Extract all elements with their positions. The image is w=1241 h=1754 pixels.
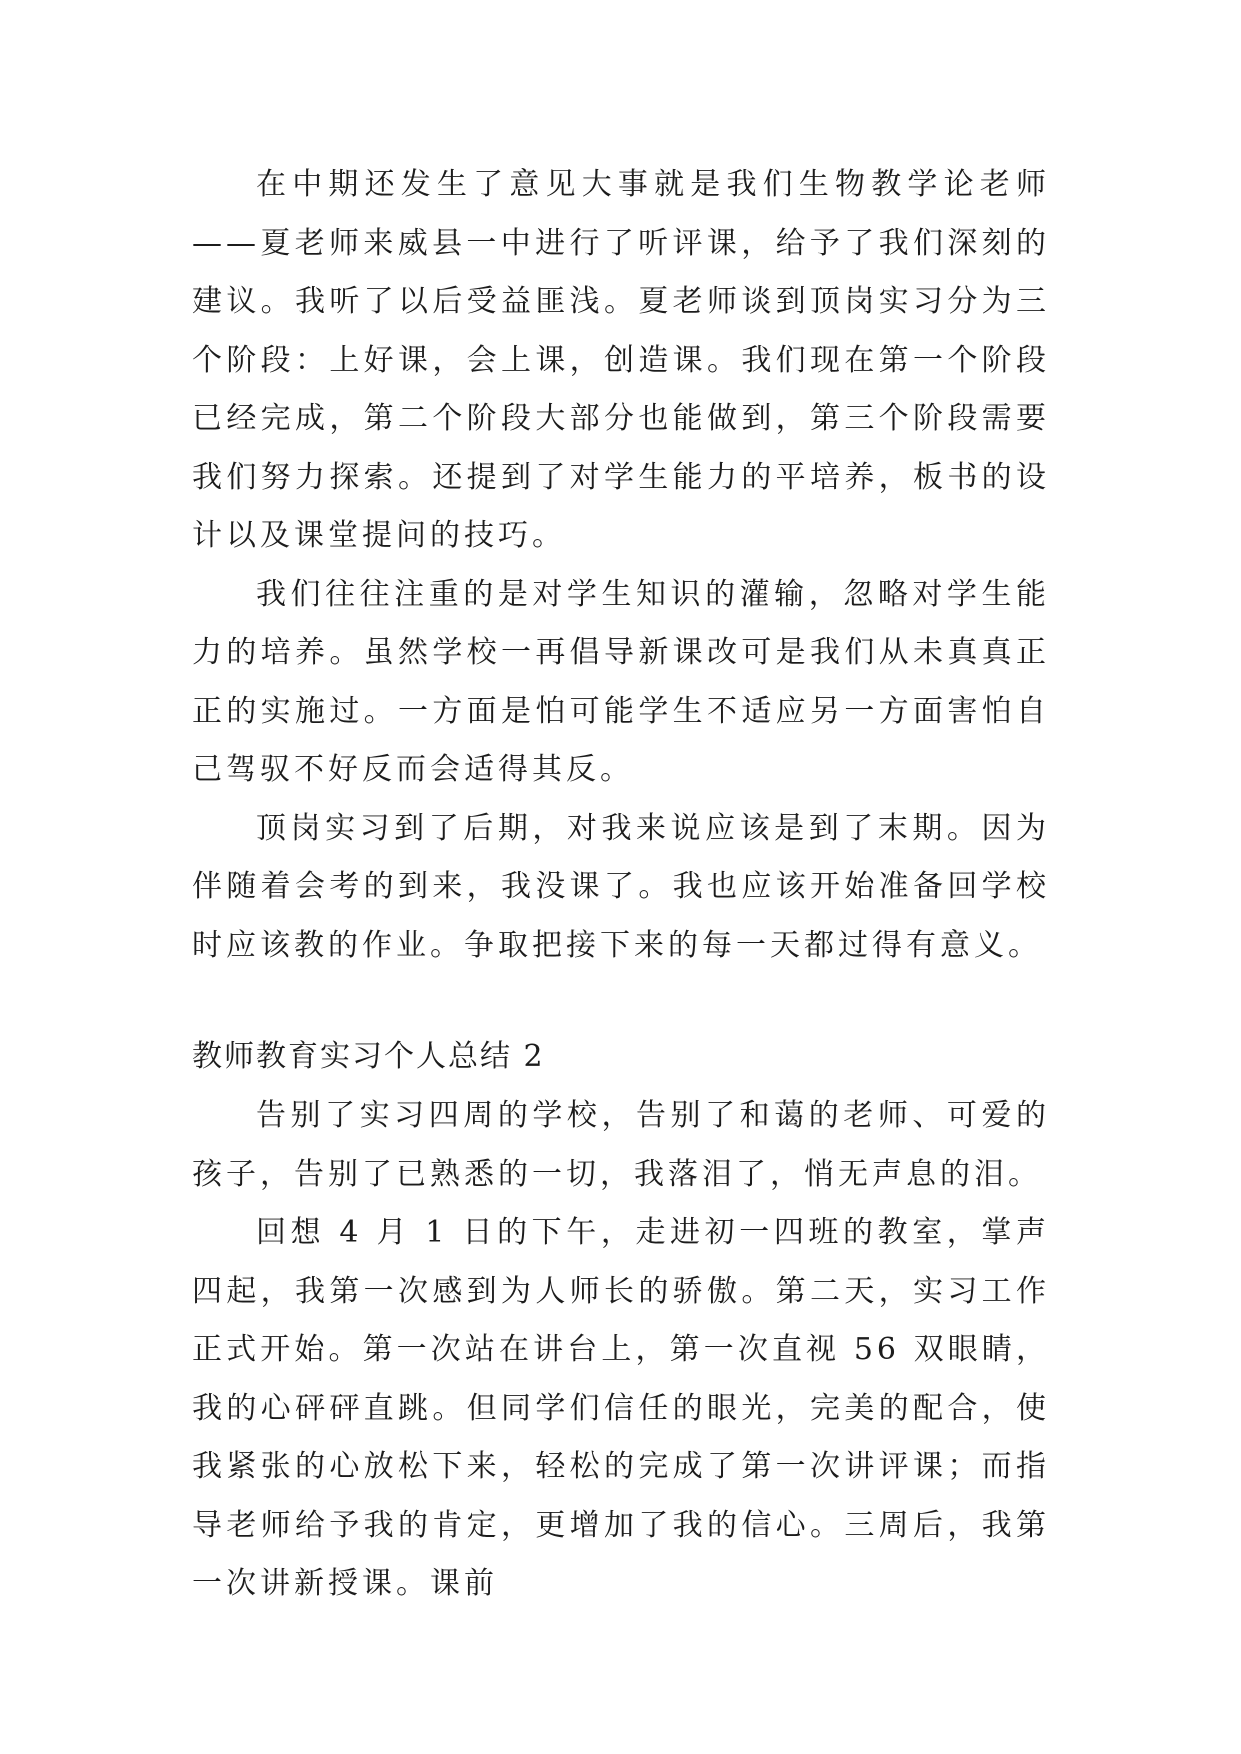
text-block-lower: [192, 1087, 1050, 1614]
paragraph-farewell: 告别了实习四周的学校，告别了和蔼的老师、可爱的孩子，告别了已熟悉的一切，我落泪了，悄无声息的泪。: [192, 1098, 1050, 1192]
paragraph-midterm-visit: 在中期还发生了意见大事就是我们生物教学论老师——夏老师来威县一中进行了听评课，给予了我们深刻的建议。我听了以后受益匪浅。夏老师谈到顶岗实习分为三个阶段：上好课，会上课，创造课。我们现在第一个阶段已经完成，第二个阶段大部分也能做到，第三个阶段需要我们努力探索。还提到了对学生能力的平培养，板书的设计以及课堂提问的技巧。: [192, 167, 1050, 553]
paragraph-ability-training: 我们往往注重的是对学生知识的灌输，忽略对学生能力的培养。虽然学校一再倡导新课改可是我们从未真真正正的实施过。一方面是怕可能学生不适应另一方面害怕自己驾驭不好反而会适得其反。: [192, 576, 1050, 787]
section-heading: 教师教育实习个人总结 2: [192, 1039, 545, 1074]
paragraph-late-period: 顶岗实习到了后期，对我来说应该是到了末期。因为伴随着会考的到来，我没课了。我也应该开始准备回学校时应该教的作业。争取把接下来的每一天都过得有意义。: [192, 810, 1050, 963]
text-block-upper: [192, 156, 1050, 975]
paragraph-first-class: 回想 4 月 1 日的下午，走进初一四班的教室，掌声四起，我第一次感到为人师长的骄傲。第二天，实习工作正式开始。第一次站在讲台上，第一次直视 56 双眼睛，我的心砰砰直跳。但同学们信任的眼光，完美的配合，使我紧张的心放松下来，轻松的完成了第一次讲评课；而指导老师给予我的肯定，更增加了我的信心。三周后，我第一次讲新授课。课前: [192, 1215, 1050, 1601]
